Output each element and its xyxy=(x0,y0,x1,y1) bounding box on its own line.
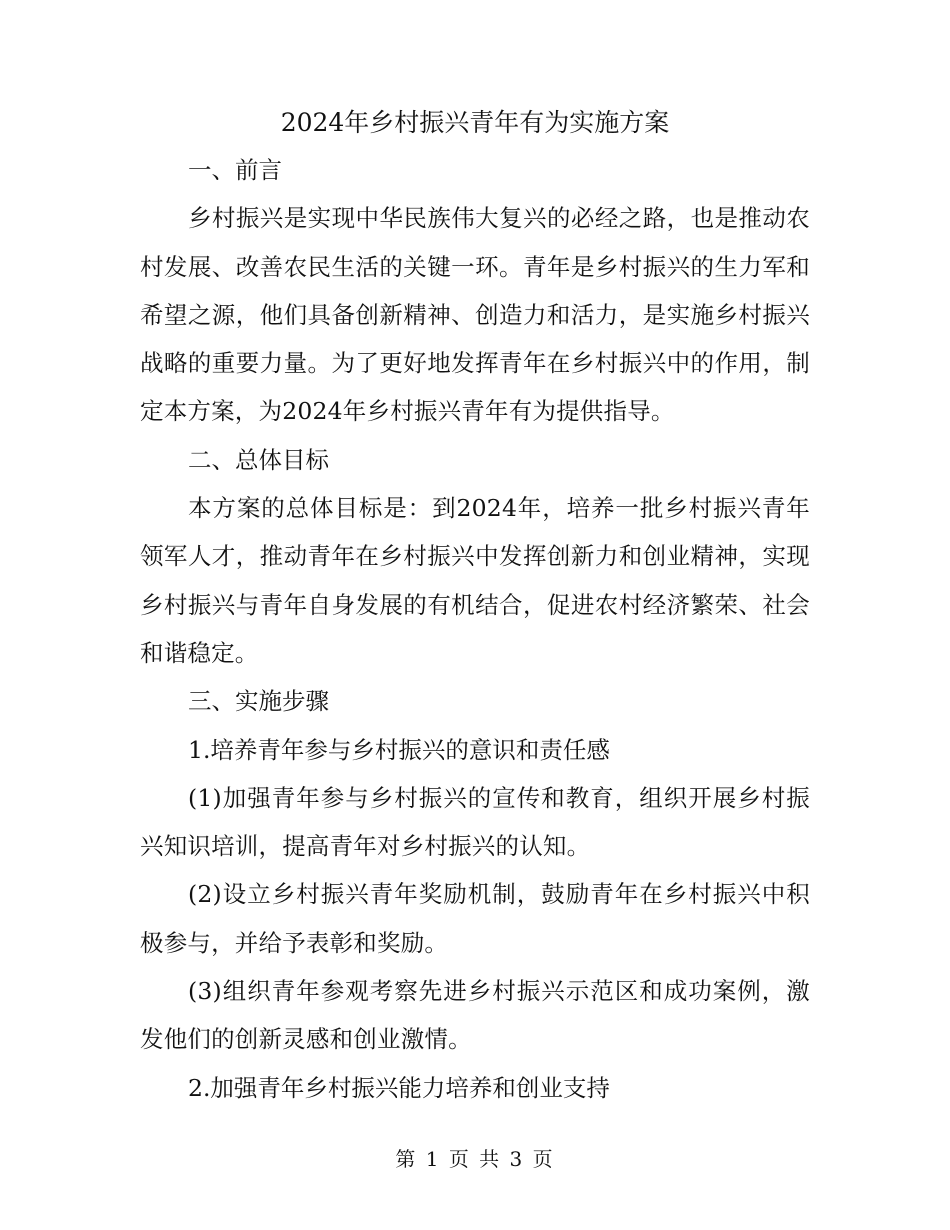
page-number-footer: 第 1 页 共 3 页 xyxy=(395,1147,555,1171)
paragraph-step-1-item-3: (3)组织青年参观考察先进乡村振兴示范区和成功案例，激发他们的创新灵感和创业激情。 xyxy=(140,977,810,1054)
document-body xyxy=(140,100,810,1112)
document-title: 2024年乡村振兴青年有为实施方案 xyxy=(280,108,670,137)
section-heading-preface: 一、前言 xyxy=(188,156,282,184)
paragraph-preface: 乡村振兴是实现中华民族伟大复兴的必经之路，也是推动农村发展、改善农民生活的关键一环。青年是乡村振兴的生力军和希望之源，他们具备创新精神、创造力和活力，是实施乡村振兴战略的重要力量。为了更好地发挥青年在乡村振兴中的作用，制定本方案，为2024年乡村振兴青年有为提供指导。 xyxy=(140,204,810,426)
paragraph-goals: 本方案的总体目标是：到2024年，培养一批乡村振兴青年领军人才，推动青年在乡村振兴中发挥创新力和创业精神，实现乡村振兴与青年自身发展的有机结合，促进农村经济繁荣、社会和谐稳定。 xyxy=(140,494,810,667)
section-heading-steps: 三、实施步骤 xyxy=(188,687,329,716)
paragraph-step-1-item-1: (1)加强青年参与乡村振兴的宣传和教育，组织开展乡村振兴知识培训，提高青年对乡村振兴的认知。 xyxy=(140,783,810,861)
subheading-step-2: 2.加强青年乡村振兴能力培养和创业支持 xyxy=(188,1073,610,1102)
subheading-step-1: 1.培养青年参与乡村振兴的意识和责任感 xyxy=(188,735,610,764)
paragraph-step-1-item-2: (2)设立乡村振兴青年奖励机制，鼓励青年在乡村振兴中积极参与，并给予表彰和奖励。 xyxy=(140,880,810,957)
section-heading-goals: 二、总体目标 xyxy=(188,445,329,474)
